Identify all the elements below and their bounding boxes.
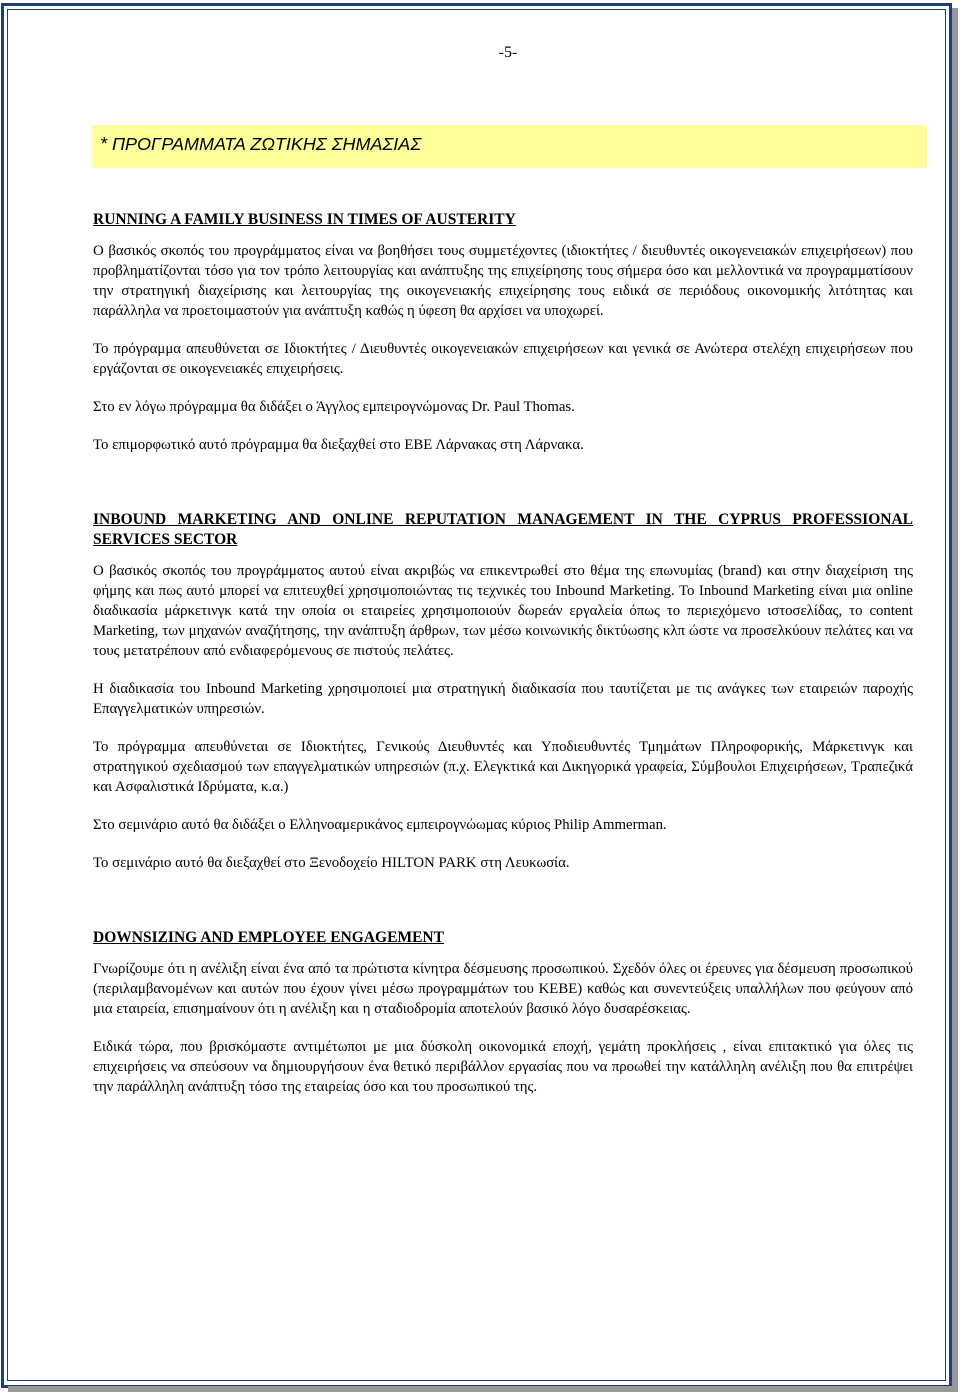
- page-number: -5-: [498, 44, 518, 61]
- section-inbound-marketing: [93, 510, 913, 873]
- section-heading: INBOUND MARKETING AND ONLINE REPUTATION MANAGEMENT IN THE CYPRUS PROFESSIONAL SERVICES SECTOR: [93, 511, 913, 548]
- paragraph: Ειδικά τώρα, που βρισκόμαστε αντιμέτωποι με μια δύσκολη οικονομικά εποχή, γεμάτη προκλήσεις , είναι επιτακτικό για όλες τις επιχειρήσεις να σπεύσουν να δημιουργήσουν ένα θετικό περιβάλλον εργασίας που να προωθεί την κατάλληλη ανέλιξη που θα επιτρέψει την παράλληλη ανάπτυξη τόσο της εταιρείας όσο και του προσωπικού της.: [93, 1039, 913, 1095]
- paragraph: Το σεμινάριο αυτό θα διεξαχθεί στο Ξενοδοχείο HILTON PARK στη Λευκωσία.: [93, 855, 570, 871]
- page-shadow-bottom: [8, 1386, 958, 1392]
- paragraph: Γνωρίζουμε ότι η ανέλιξη είναι ένα από τα πρώτιστα κίνητρα δέσμευσης προσωπικού. Σχεδόν όλες οι έρευνες για δέσμευση προσωπικού (περιλαμβανομένων και αυτών που έχουν γίνει μέσω προγραμμάτων του ΚΕΒΕ) καθώς και συνεντεύξεις υπαλλήλων που φεύγουν από μια εταιρεία, επισημαίνουν ότι η ανέλιξη και η σταδιοδρομία αποτελούν βασικό λόγο δυσαρέσκειας.: [93, 961, 913, 1017]
- document-body: [93, 210, 913, 1097]
- paragraph: Ο βασικός σκοπός του προγράμματος αυτού είναι ακριβώς να επικεντρωθεί στο θέμα της επωνυμίας (brand) και στην διαχείριση της φήμης και πως αυτό μπορεί να επιτευχθεί χρησιμοποιώντας τις τεχνικές του Inbound Marketing. Το Inbound Marketing είναι μια online διαδικασία μάρκετινγκ κατά την οποία οι εταιρείες χρησιμοποιούν δωρεάν εργαλεία όπως το περιεχόμενο ιστοσελίδας, το content Marketing, των μηχανών αναζήτησης, την ανάπτυξη άρθρων, των μέσω κοινωνικής δικτύωσης κλπ ώστε να προσελκύουν πελάτες και να τους μετατρέπουν από ενδιαφερόμενους σε πιστούς πελάτες.: [93, 563, 913, 659]
- paragraph: Ο βασικός σκοπός του προγράμματος είναι να βοηθήσει τους συμμετέχοντες (ιδιοκτήτες / διευθυντές οικογενειακών επιχειρήσεων) που προβληματίζονται τόσο για τον τρόπο λειτουργίας και ανάπτυξης της επιχείρησης τους σήμερα όσο και μελλοντικά να προγραμματίσουν την στρατηγική διαχείρισης και λειτουργίας της οικογενειακής επιχείρησης τους ειδικά σε περιόδους οικονομικής λιτότητας και παράλληλα να προετοιμαστούν για ανάπτυξη καθώς η ύφεση θα αρχίσει να υποχωρεί.: [93, 243, 913, 319]
- section-heading: DOWNSIZING AND EMPLOYEE ENGAGEMENT: [93, 929, 444, 946]
- paragraph: Το επιμορφωτικό αυτό πρόγραμμα θα διεξαχθεί στο ΕΒΕ Λάρνακας στη Λάρνακα.: [93, 437, 584, 453]
- section-heading: RUNNING A FAMILY BUSINESS IN TIMES OF AUSTERITY: [93, 211, 516, 228]
- paragraph: Το πρόγραμμα απευθύνεται σε Ιδιοκτήτες, Γενικούς Διευθυντές και Υποδιευθυντές Τμημάτων Πληροφορικής, Μάρκετινγκ και στρατηγικού σχεδιασμού των επαγγελματικών υπηρεσιών (π.χ. Ελεγκτικά και Δικηγορικά γραφεία, Σύμβουλοι Επιχειρήσεων, Τραπεζικά και Ασφαλιστικά Ιδρύματα, κ.α.): [93, 739, 913, 795]
- section-downsizing: [93, 928, 913, 1097]
- paragraph: Στο σεμινάριο αυτό θα διδάξει ο Ελληνοαμερικάνος εμπειρογνώωμας κύριος Philip Ammerman.: [93, 817, 667, 833]
- paragraph: Στο εν λόγω πρόγραμμα θα διδάξει ο Άγγλος εμπειρογνώμονας Dr. Paul Thomas.: [93, 399, 575, 415]
- paragraph: Η διαδικασία του Inbound Marketing χρησιμοποιεί μια στρατηγική διαδικασία που ταυτίζεται με τις ανάγκες των εταιρειών παροχής Επαγγελματικών υπηρεσιών.: [93, 681, 913, 717]
- section-banner-title: * ΠΡΟΓΡΑΜΜΑΤΑ ΖΩΤΙΚΗΣ ΣΗΜΑΣΙΑΣ: [92, 125, 927, 168]
- page-shadow-right: [952, 8, 958, 1392]
- section-family-business: [93, 210, 913, 455]
- paragraph: Το πρόγραμμα απευθύνεται σε Ιδιοκτήτες / Διευθυντές οικογενειακών επιχειρήσεων και γενικά σε Ανώτερα στελέχη επιχειρήσεων που εργάζονται σε οικογενειακές επιχειρήσεις.: [93, 341, 913, 377]
